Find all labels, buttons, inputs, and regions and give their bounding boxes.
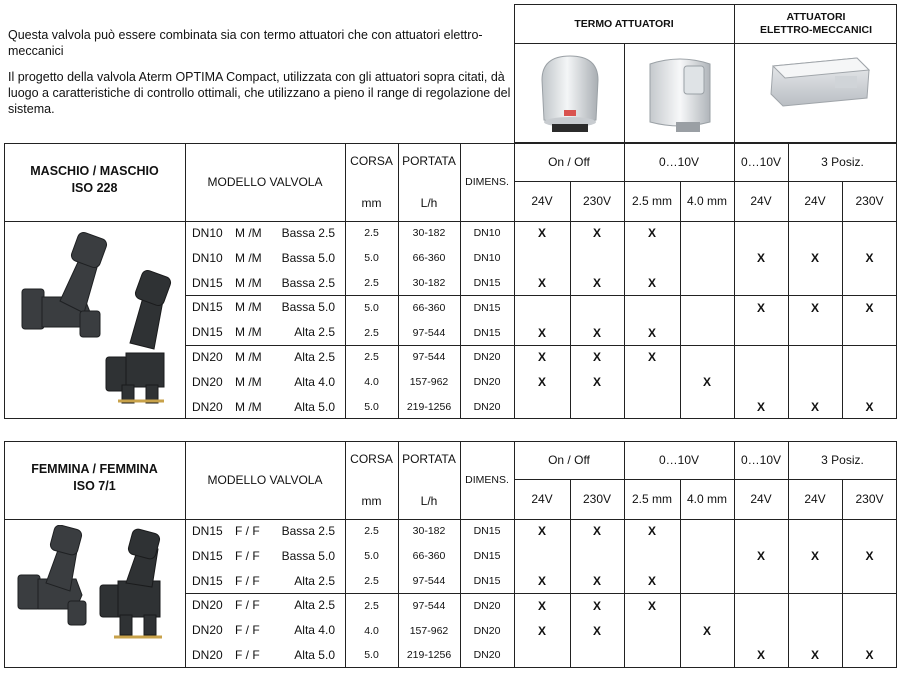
sub-header: 2.5 mm	[631, 194, 672, 208]
row-range: Bassa 5.0	[281, 300, 335, 315]
row-range: Bassa 2.5	[281, 524, 335, 538]
sub-header: 230V	[582, 194, 612, 208]
row-dn: DN10	[192, 226, 223, 240]
row-dn: DN10	[192, 250, 223, 265]
sub-header: 230V	[855, 492, 884, 506]
row-range: Alta 4.0	[294, 623, 335, 638]
v010-header-termo: 0…10V	[658, 453, 700, 467]
row-dimens: DN20	[473, 599, 501, 612]
row-corsa: 5.0	[364, 649, 379, 662]
compat-mark: X	[756, 648, 765, 663]
row-portata: 66-360	[412, 301, 446, 314]
compat-mark: X	[537, 524, 546, 539]
table2-title-1: FEMMINA / FEMMINA	[31, 462, 158, 476]
row-dimens: DN10	[473, 252, 501, 265]
row-portata: 219-1256	[406, 400, 452, 413]
table1-valve-image	[14, 227, 175, 413]
row-range: Bassa 5.0	[281, 250, 335, 265]
row-portata: 219-1256	[406, 649, 452, 662]
sub-header: 4.0 mm	[686, 492, 727, 506]
row-type: M /M	[235, 399, 262, 414]
row-dn: DN20	[192, 399, 223, 414]
row-corsa: 5.0	[364, 252, 379, 265]
row-type: M /M	[235, 300, 262, 315]
row-portata: 30-182	[412, 227, 446, 240]
compat-mark: X	[592, 573, 601, 588]
row-portata: 97-544	[412, 574, 446, 587]
compat-mark: X	[865, 399, 874, 414]
row-dimens: DN15	[473, 550, 501, 563]
row-dimens: DN15	[473, 574, 501, 587]
compat-mark: X	[592, 623, 601, 638]
row-range: Alta 5.0	[294, 648, 335, 662]
compat-mark: X	[537, 623, 546, 638]
row-dn: DN20	[192, 374, 223, 389]
sub-header: 24V	[531, 194, 553, 208]
corsa-header: CORSA	[350, 154, 393, 168]
row-type: M /M	[235, 350, 262, 364]
row-portata: 97-544	[412, 351, 446, 364]
row-dimens: DN10	[473, 227, 501, 240]
row-dimens: DN15	[473, 326, 501, 339]
row-range: Bassa 2.5	[281, 226, 335, 240]
row-dimens: DN15	[473, 525, 501, 538]
row-corsa: 4.0	[364, 624, 379, 637]
row-type: F / F	[235, 524, 260, 538]
termo-attuatori-label: TERMO ATTUATORI	[574, 17, 674, 30]
row-dn: DN15	[192, 524, 223, 538]
compat-mark: X	[865, 251, 874, 266]
row-range: Alta 2.5	[294, 350, 335, 364]
dimens-header: DIMENS.	[465, 176, 509, 188]
portata-header: PORTATA	[402, 154, 456, 168]
row-portata: 66-360	[412, 550, 446, 563]
compat-mark: X	[647, 598, 656, 613]
elettro-actuator-image	[765, 52, 875, 112]
row-dn: DN20	[192, 623, 223, 638]
row-type: M /M	[235, 250, 262, 265]
grid-line-v	[185, 221, 186, 419]
row-portata: 97-544	[412, 599, 446, 612]
compat-mark: X	[810, 399, 819, 414]
row-range: Alta 2.5	[294, 325, 335, 340]
table2-title-2: ISO 7/1	[73, 479, 116, 493]
compat-mark: X	[865, 549, 874, 564]
termo-actuator-1-image	[530, 50, 610, 138]
corsa-header: CORSA	[350, 452, 393, 466]
row-corsa: 4.0	[364, 376, 379, 389]
compat-mark: X	[592, 375, 601, 390]
compat-mark: X	[865, 648, 874, 663]
sub-header: 2.5 mm	[631, 492, 672, 506]
row-corsa: 2.5	[364, 227, 379, 240]
row-range: Alta 2.5	[294, 573, 335, 588]
corsa-unit: mm	[361, 494, 382, 508]
posiz-header: 3 Posiz.	[821, 453, 864, 467]
row-dimens: DN20	[473, 400, 501, 413]
compat-mark: X	[647, 350, 656, 365]
row-corsa: 5.0	[364, 400, 379, 413]
compat-mark: X	[537, 350, 546, 365]
row-type: F / F	[235, 598, 260, 613]
row-corsa: 2.5	[364, 599, 379, 612]
row-portata: 97-544	[412, 326, 446, 339]
termo-actuator-2-image	[640, 52, 720, 138]
row-dimens: DN20	[473, 649, 501, 662]
sub-header: 230V	[582, 492, 612, 506]
intro-paragraph-2: Il progetto della valvola Aterm OPTIMA Compact, utilizzata con gli attuatori sopra citati, dà luogo a caratteristiche di controllo ottimali, che utilizzano a pieno il range di regolazione del sistema.	[8, 70, 511, 116]
compat-mark: X	[647, 573, 656, 588]
compat-mark: X	[756, 251, 765, 266]
compat-mark: X	[537, 226, 546, 241]
row-type: F / F	[235, 623, 260, 638]
compat-mark: X	[810, 251, 819, 266]
sub-header: 24V	[804, 492, 826, 506]
row-corsa: 2.5	[364, 574, 379, 587]
row-corsa: 2.5	[364, 351, 379, 364]
row-range: Alta 2.5	[294, 598, 335, 613]
sub-header: 24V	[750, 492, 772, 506]
row-dn: DN15	[192, 275, 223, 290]
onoff-header: On / Off	[548, 453, 590, 467]
compat-mark: X	[647, 275, 656, 290]
compat-mark: X	[702, 375, 711, 390]
row-range: Alta 4.0	[294, 374, 335, 389]
modello-valvola-header: MODELLO VALVOLA	[207, 175, 323, 189]
portata-header: PORTATA	[402, 452, 456, 466]
compat-mark: X	[537, 275, 546, 290]
row-dimens: DN20	[473, 624, 501, 637]
row-corsa: 5.0	[364, 301, 379, 314]
compat-mark: X	[537, 325, 546, 340]
row-dimens: DN20	[473, 376, 501, 389]
row-range: Bassa 2.5	[281, 275, 335, 290]
v010-header-elettro: 0…10V	[740, 155, 782, 169]
row-type: F / F	[235, 548, 260, 563]
sub-header: 24V	[531, 492, 553, 506]
row-dn: DN20	[192, 648, 223, 662]
intro-paragraph-1: Questa valvola può essere combinata sia con termo attuatori che con attuatori elettro-meccanici	[8, 28, 483, 58]
row-dn: DN15	[192, 573, 223, 588]
row-type: M /M	[235, 275, 262, 290]
onoff-header: On / Off	[548, 155, 590, 169]
compat-mark: X	[865, 300, 874, 315]
compat-mark: X	[592, 350, 601, 365]
row-dimens: DN15	[473, 301, 501, 314]
row-corsa: 5.0	[364, 550, 379, 563]
compat-mark: X	[756, 399, 765, 414]
row-range: Bassa 5.0	[281, 548, 335, 563]
compat-mark: X	[592, 325, 601, 340]
portata-unit: L/h	[420, 196, 438, 210]
row-corsa: 2.5	[364, 326, 379, 339]
row-dn: DN15	[192, 548, 223, 563]
row-type: F / F	[235, 573, 260, 588]
row-range: Alta 5.0	[294, 399, 335, 414]
row-portata: 157-962	[409, 376, 449, 389]
compat-mark: X	[702, 623, 711, 638]
sub-header: 24V	[750, 194, 772, 208]
compat-mark: X	[810, 300, 819, 315]
table1-title-2: ISO 228	[71, 181, 118, 195]
posiz-header: 3 Posiz.	[821, 155, 864, 169]
sub-header: 230V	[855, 194, 884, 208]
row-dimens: DN15	[473, 276, 501, 289]
row-type: M /M	[235, 226, 262, 240]
compat-mark: X	[537, 573, 546, 588]
sub-header: 4.0 mm	[686, 194, 727, 208]
compat-mark: X	[810, 549, 819, 564]
row-type: M /M	[235, 325, 262, 340]
compat-mark: X	[647, 226, 656, 241]
sub-header: 24V	[804, 194, 826, 208]
table2-valve-image	[14, 525, 175, 662]
compat-mark: X	[537, 598, 546, 613]
compat-mark: X	[756, 549, 765, 564]
row-type: F / F	[235, 648, 260, 662]
row-dn: DN15	[192, 300, 223, 315]
row-portata: 157-962	[409, 624, 449, 637]
row-dn: DN20	[192, 598, 223, 613]
v010-header-elettro: 0…10V	[740, 453, 782, 467]
row-portata: 66-360	[412, 252, 446, 265]
v010-header-termo: 0…10V	[658, 155, 700, 169]
compat-mark: X	[537, 375, 546, 390]
portata-unit: L/h	[420, 494, 438, 508]
row-corsa: 2.5	[364, 276, 379, 289]
row-dn: DN15	[192, 325, 223, 340]
table1-title-1: MASCHIO / MASCHIO	[30, 164, 159, 178]
row-corsa: 2.5	[364, 525, 379, 538]
compat-mark: X	[647, 524, 656, 539]
compat-mark: X	[592, 598, 601, 613]
compat-mark: X	[592, 226, 601, 241]
compat-mark: X	[647, 325, 656, 340]
compat-mark: X	[592, 275, 601, 290]
dimens-header: DIMENS.	[465, 474, 509, 486]
compat-mark: X	[592, 524, 601, 539]
compat-mark: X	[810, 648, 819, 663]
row-type: M /M	[235, 374, 262, 389]
row-portata: 30-182	[412, 276, 446, 289]
corsa-unit: mm	[361, 196, 382, 210]
row-dimens: DN20	[473, 351, 501, 364]
row-dn: DN20	[192, 350, 223, 364]
modello-valvola-header: MODELLO VALVOLA	[207, 473, 323, 487]
row-portata: 30-182	[412, 525, 446, 538]
compat-mark: X	[756, 300, 765, 315]
attuatori-elettromeccanici-label: ATTUATORI ELETTRO-MECCANICI	[760, 10, 872, 36]
